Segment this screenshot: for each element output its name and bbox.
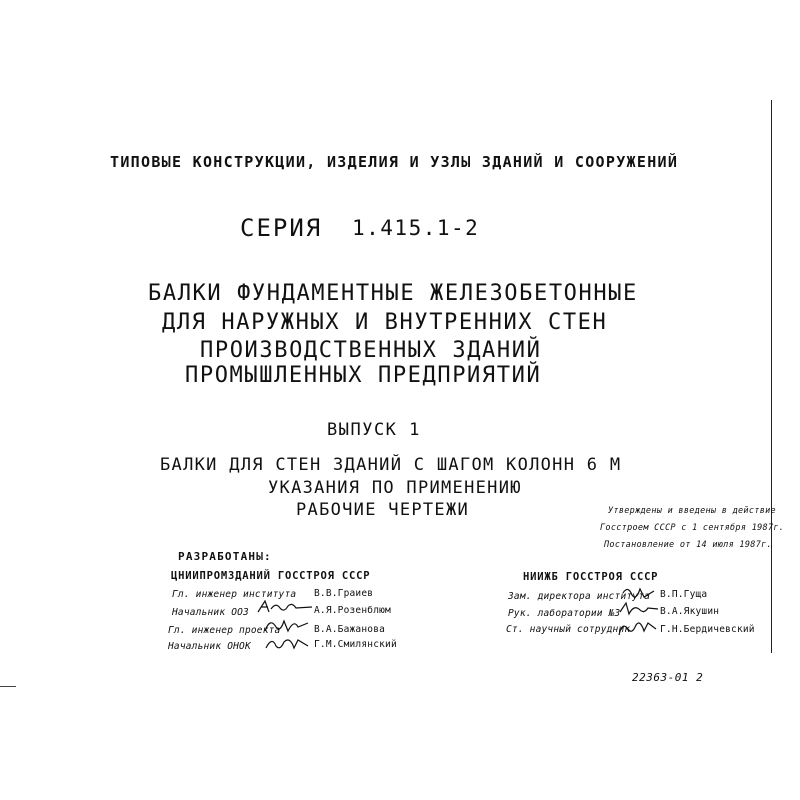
- signatory-name: Г.М.Смилянский: [314, 639, 397, 650]
- developed-by-heading: РАЗРАБОТАНЫ:: [178, 550, 272, 563]
- title-line-3: ПРОИЗВОДСТВЕННЫХ ЗДАНИЙ: [200, 338, 542, 363]
- signatory-position: Гл. инженер проекта: [168, 625, 281, 636]
- right-organization: НИИЖБ ГОССТРОЯ СССР: [523, 571, 659, 583]
- left-organization: ЦНИИПРОМЗДАНИЙ ГОССТРОЯ СССР: [171, 570, 371, 582]
- document-number: 22363-01 2: [632, 671, 704, 684]
- signatory-name: А.Я.Розенблюм: [314, 605, 391, 616]
- collection-header: ТИПОВЫЕ КОНСТРУКЦИИ, ИЗДЕЛИЯ И УЗЛЫ ЗДАНИЙ И СООРУЖЕНИЙ: [110, 153, 679, 171]
- approval-line-1: Утверждены и введены в действие: [608, 506, 776, 516]
- title-line-1: БАЛКИ ФУНДАМЕНТНЫЕ ЖЕЛЕЗОБЕТОННЫЕ: [148, 281, 638, 306]
- edge-tick-mark: [0, 686, 16, 687]
- issue-number: ВЫПУСК 1: [327, 420, 421, 440]
- issue-subtitle-2: УКАЗАНИЯ ПО ПРИМЕНЕНИЮ: [268, 478, 522, 498]
- handwritten-signature: [262, 634, 312, 654]
- signatory-position: Гл. инженер института: [172, 589, 297, 600]
- series-label: СЕРИЯ: [240, 214, 323, 242]
- signatory-position: Начальник ОНОК: [168, 641, 251, 652]
- signatory-position: Ст. научный сотрудник: [506, 624, 631, 635]
- signatory-position: Рук. лаборатории №3: [508, 608, 621, 619]
- handwritten-signature: [256, 598, 314, 616]
- title-line-2: ДЛЯ НАРУЖНЫХ И ВНУТРЕННИХ СТЕН: [162, 310, 608, 335]
- approval-line-3: Постановление от 14 июля 1987г.: [604, 540, 772, 550]
- handwritten-signature: [616, 617, 658, 639]
- signatory-name: Г.Н.Бердичевский: [660, 624, 755, 635]
- approval-line-2: Госстроем СССР с 1 сентября 1987г.: [600, 523, 785, 533]
- title-line-4: ПРОМЫШЛЕННЫХ ПРЕДПРИЯТИЙ: [185, 363, 542, 388]
- series-number: 1.415.1-2: [352, 216, 480, 240]
- signatory-position: Зам. директора института: [508, 591, 651, 602]
- signatory-position: Начальник ООЗ: [172, 607, 249, 618]
- signatory-name: В.А.Бажанова: [314, 624, 386, 635]
- signatory-name: В.А.Якушин: [660, 606, 720, 617]
- issue-subtitle-1: БАЛКИ ДЛЯ СТЕН ЗДАНИЙ С ШАГОМ КОЛОНН 6 М: [160, 455, 622, 475]
- signatory-name: В.П.Гуща: [660, 589, 708, 600]
- handwritten-signature: [262, 615, 312, 635]
- frame-right-border: [771, 100, 772, 653]
- signatory-name: В.В.Граиев: [314, 588, 374, 599]
- issue-subtitle-3: РАБОЧИЕ ЧЕРТЕЖИ: [296, 500, 470, 520]
- handwritten-signature: [618, 600, 660, 618]
